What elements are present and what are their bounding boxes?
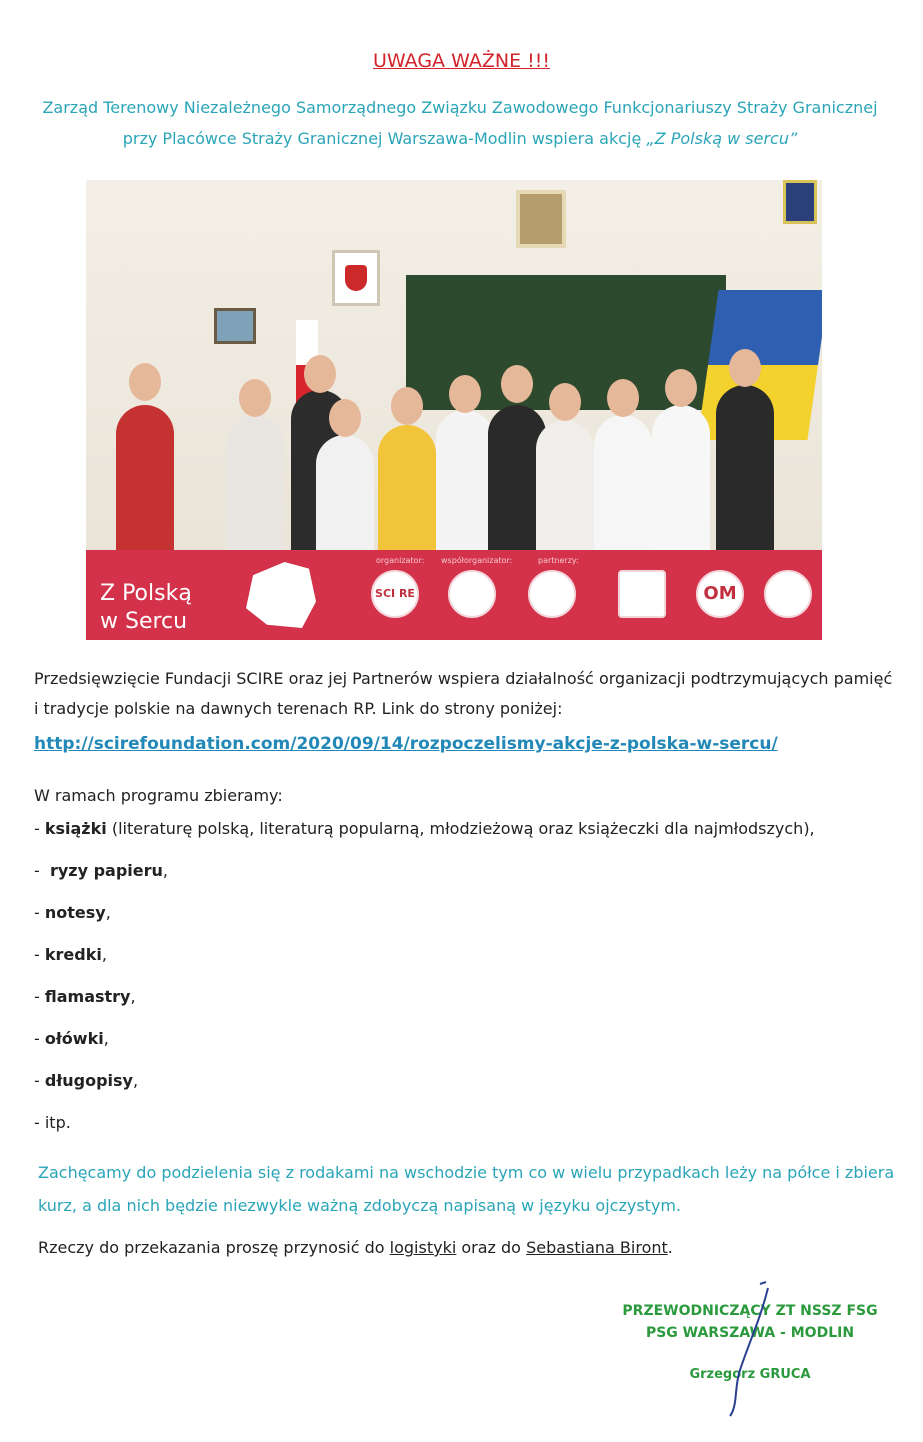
person-head	[391, 387, 423, 425]
person	[652, 405, 710, 555]
person-head	[304, 355, 336, 393]
delivery-prefix: Rzeczy do przekazania proszę przynosić do	[38, 1238, 390, 1257]
person	[316, 435, 374, 555]
list-item-bold: flamastry	[44, 987, 131, 1006]
scire-logo-text: SCI RE	[375, 587, 415, 600]
list-item: - ryzy papieru,	[34, 861, 168, 880]
library-logo	[618, 570, 666, 618]
list-item-rest: ,	[162, 861, 168, 880]
list-item-bold: kredki	[44, 945, 102, 964]
list-item-bold: książki	[44, 819, 107, 838]
logistics-contact: logistyki	[389, 1238, 457, 1257]
warning-heading: UWAGA WAŻNE !!!	[373, 50, 550, 72]
list-item: - itp.	[34, 1113, 71, 1132]
ukrainian-emblem	[783, 180, 817, 224]
campaign-banner	[86, 550, 822, 640]
banner-title	[100, 580, 192, 636]
person-head	[607, 379, 639, 417]
group-photo	[86, 180, 822, 640]
collection-lead: W ramach programu zbieramy:	[34, 786, 283, 805]
ipn-logo	[528, 570, 576, 618]
caption-organizer: organizator:	[376, 556, 425, 565]
list-item-rest: ,	[132, 1071, 139, 1090]
person-head	[665, 369, 697, 407]
person	[716, 385, 774, 555]
list-item: - notesy,	[34, 903, 111, 922]
om-logo-text: OM	[703, 583, 737, 604]
person-head	[129, 363, 161, 401]
person-head	[549, 383, 581, 421]
person	[594, 415, 652, 555]
intro-campaign-name: „Z Polską w sercu”	[646, 129, 798, 148]
list-item: - długopisy,	[34, 1071, 139, 1090]
list-item-rest: ,	[130, 987, 136, 1006]
list-item-bold: ołówki	[44, 1029, 104, 1048]
person	[226, 415, 284, 555]
list-item: - flamastry,	[34, 987, 136, 1006]
stamp-line2: PSG WARSZAWA - MODLIN	[645, 1325, 855, 1341]
intro-text: Zarząd Terenowy Niezależnego Samorządnego Związku Zawodowego Funkcjonariuszy Straży Granicznej przy Placówce Straży Granicznej Warszawa-Modlin wspiera akcję	[42, 98, 878, 148]
people-group	[116, 335, 806, 555]
person	[436, 410, 494, 555]
scire-logo	[371, 570, 419, 618]
person	[116, 405, 174, 555]
handwritten-signature	[720, 1280, 780, 1420]
polish-eagle-emblem	[332, 250, 380, 306]
person-head	[239, 379, 271, 417]
delivery-instructions	[38, 1238, 673, 1257]
list-item: - kredki,	[34, 945, 107, 964]
stamp-name: Grzegorz GRUCA	[689, 1367, 811, 1382]
list-item: - ołówki,	[34, 1029, 109, 1048]
banner-title-line2: w Sercu	[100, 609, 188, 634]
stamp-line1: PRZEWODNICZĄCY ZT NSSZ FSG	[622, 1303, 878, 1319]
list-item-rest: itp.	[44, 1113, 71, 1132]
portrait-frame	[516, 190, 566, 248]
intro-paragraph	[30, 92, 890, 154]
list-item: - książki (literaturę polską, literaturą popularną, młodzieżową oraz książeczki dla najmłodszych),	[34, 819, 815, 838]
person-head	[501, 365, 533, 403]
list-item-bold: długopisy	[44, 1071, 133, 1090]
caption-coorganizer: współorganizator:	[441, 556, 513, 565]
campaign-link[interactable]: http://scirefoundation.com/2020/09/14/rozpoczelismy-akcje-z-polska-w-sercu/	[34, 734, 778, 754]
list-item-rest: ,	[103, 1029, 109, 1048]
caption-partners: partnerzy:	[538, 556, 579, 565]
person	[378, 425, 436, 555]
list-item-rest: ,	[105, 903, 111, 922]
encouragement-paragraph: Zachęcamy do podzielenia się z rodakami na wschodzie tym co w wielu przypadkach leży na półce i zbiera kurz, a dla nich będzie niezwykle ważną zdobyczą napisaną w języku ojczystym.	[38, 1163, 895, 1215]
list-item-rest: (literaturę polską, literaturą popularną, młodzieżową oraz książeczki dla najmłodszych),	[106, 819, 815, 838]
person-head	[449, 375, 481, 413]
person-head	[729, 349, 761, 387]
delivery-suffix: .	[667, 1238, 673, 1257]
poland-map-icon	[246, 562, 316, 628]
om-logo	[696, 570, 744, 618]
banner-title-line1: Z Polską	[100, 581, 192, 606]
list-item-bold: notesy	[44, 903, 106, 922]
delivery-mid: oraz do	[456, 1238, 527, 1257]
list-item-bold: ryzy papieru	[49, 861, 163, 880]
person-head	[329, 399, 361, 437]
person	[536, 420, 594, 555]
description-paragraph: Przedsięwzięcie Fundacji SCIRE oraz jej Partnerów wspiera działalność organizacji podtrzymujących pamięć i tradycje polskie na dawnych terenach RP. Link do strony poniżej:	[34, 669, 893, 718]
person-contact: Sebastiana Biront	[526, 1238, 668, 1257]
collection-list	[34, 818, 894, 1154]
coorganizer-logo	[448, 570, 496, 618]
partner-logo	[764, 570, 812, 618]
list-item-rest: ,	[101, 945, 107, 964]
